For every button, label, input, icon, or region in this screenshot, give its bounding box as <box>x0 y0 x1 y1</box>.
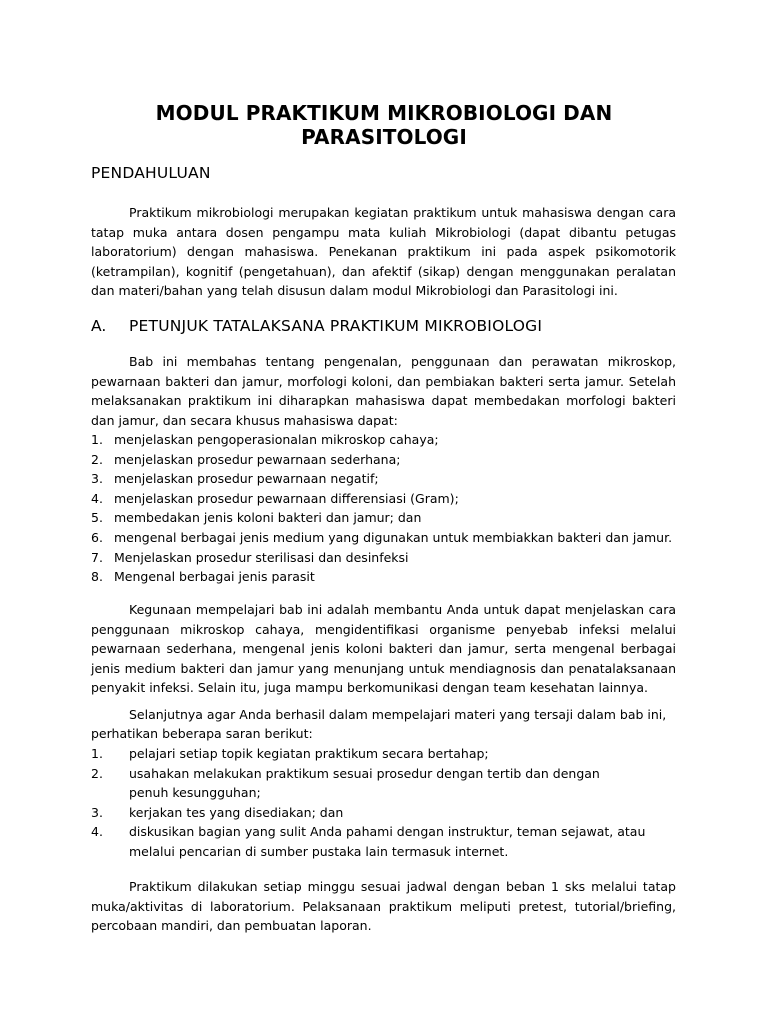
list-item <box>91 508 691 528</box>
list-number: 1. <box>91 746 103 761</box>
list-text: menjelaskan prosedur pewarnaan negatif; <box>114 471 379 487</box>
list-text: pelajari setiap topik kegiatan praktikum secara bertahap; <box>129 746 489 761</box>
list-item <box>91 822 676 861</box>
list-text: usahakan melakukan praktikum sesuai prosedur dengan tertib dan dengan penuh kesungguhan; <box>129 765 600 801</box>
usefulness-paragraph: Kegunaan mempelajari bab ini adalah membantu Anda untuk dapat menjelaskan cara penggunaan mikroskop cahaya, mengidentifikasi organisme penyebab infeksi melalui pewarnaan sederhana, mengenal jenis koloni bakteri dan jamur, serta mengenal berbagai jenis medium bakteri dan jamur yang menunjang untuk mendiagnosis dan penatalaksanaan penyakit infeksi. Selain itu, juga mampu berkomunikasi dengan team kesehatan lainnya. <box>91 602 676 696</box>
list-number: 8. <box>91 569 103 585</box>
list-text: Menjelaskan prosedur sterilisasi dan desinfeksi <box>114 549 409 565</box>
list-text: Mengenal berbagai jenis parasit <box>114 569 315 585</box>
list-item <box>91 469 691 489</box>
intro-heading: PENDAHULUAN <box>91 164 211 182</box>
intro-paragraph: Praktikum mikrobiologi merupakan kegiatan praktikum untuk mahasiswa dengan cara tatap muka antara dosen pengampu mata kuliah Mikrobiologi (dapat dibantu petugas laboratorium) dengan mahasiswa. Penekanan praktikum ini pada aspek psikomotorik (ketrampilan), kognitif (pengetahuan), dan afektif (sikap) dengan menggunakan peralatan dan materi/bahan yang telah disusun dalam modul Mikrobiologi dan Parasitologi ini. <box>91 205 676 299</box>
objectives-list <box>91 430 691 587</box>
list-text: menjelaskan prosedur pewarnaan differensiasi (Gram); <box>114 490 459 506</box>
list-text: menjelaskan prosedur pewarnaan sederhana; <box>114 451 401 467</box>
list-item <box>91 450 691 470</box>
list-text: menjelaskan pengoperasionalan mikroskop cahaya; <box>114 432 439 447</box>
list-item <box>91 528 691 548</box>
closing-paragraph: Praktikum dilakukan setiap minggu sesuai jadwal dengan beban 1 sks melalui tatap muka/aktivitas di laboratorium. Pelaksanaan praktikum meliputi pretest, tutorial/briefing, percobaan mandiri, dan pembuatan laporan. <box>91 879 676 934</box>
list-number: 4. <box>91 490 103 506</box>
title-line-1: MODUL PRAKTIKUM MIKROBIOLOGI DAN <box>155 101 613 125</box>
list-text: kerjakan tes yang disediakan; dan <box>129 804 344 820</box>
document-title <box>0 101 768 149</box>
advice-list <box>91 744 676 862</box>
list-text: mengenal berbagai jenis medium yang digunakan untuk membiakkan bakteri dan jamur. <box>114 529 673 545</box>
section-a-letter: A. <box>91 317 107 335</box>
list-item <box>91 744 676 764</box>
list-number: 2. <box>91 765 103 781</box>
list-text: membedakan jenis koloni bakteri dan jamur; dan <box>114 510 422 526</box>
list-item <box>91 803 676 823</box>
list-item <box>91 430 691 450</box>
section-a-heading: PETUNJUK TATALAKSANA PRAKTIKUM MIKROBIOLOGI <box>129 317 543 335</box>
list-number: 2. <box>91 451 103 467</box>
list-item <box>91 548 691 568</box>
list-item <box>91 489 691 509</box>
list-text: diskusikan bagian yang sulit Anda pahami dengan instruktur, teman sejawat, atau melalui pencarian di sumber pustaka lain termasuk internet. <box>129 824 646 859</box>
advice-intro-2: perhatikan beberapa saran berikut: <box>91 726 313 741</box>
list-number: 1. <box>91 432 103 447</box>
section-a-paragraph: Bab ini membahas tentang pengenalan, penggunaan dan perawatan mikroskop, pewarnaan bakteri dan jamur, morfologi koloni, dan pembiakan bakteri serta jamur. Setelah melaksanakan praktikum ini diharapkan mahasiswa dapat membedakan morfologi bakteri dan jamur, dan secara khusus mahasiswa dapat: <box>91 354 676 428</box>
list-number: 5. <box>91 510 103 526</box>
advice-intro: Selanjutnya agar Anda berhasil dalam mempelajari materi yang tersaji dalam bab ini, <box>129 707 667 722</box>
list-item <box>91 567 691 587</box>
title-line-2: PARASITOLOGI <box>301 125 467 149</box>
list-number: 6. <box>91 529 103 545</box>
list-number: 4. <box>91 824 103 840</box>
list-number: 3. <box>91 471 103 487</box>
list-item <box>91 764 676 803</box>
list-number: 7. <box>91 549 103 565</box>
list-number: 3. <box>91 804 103 820</box>
